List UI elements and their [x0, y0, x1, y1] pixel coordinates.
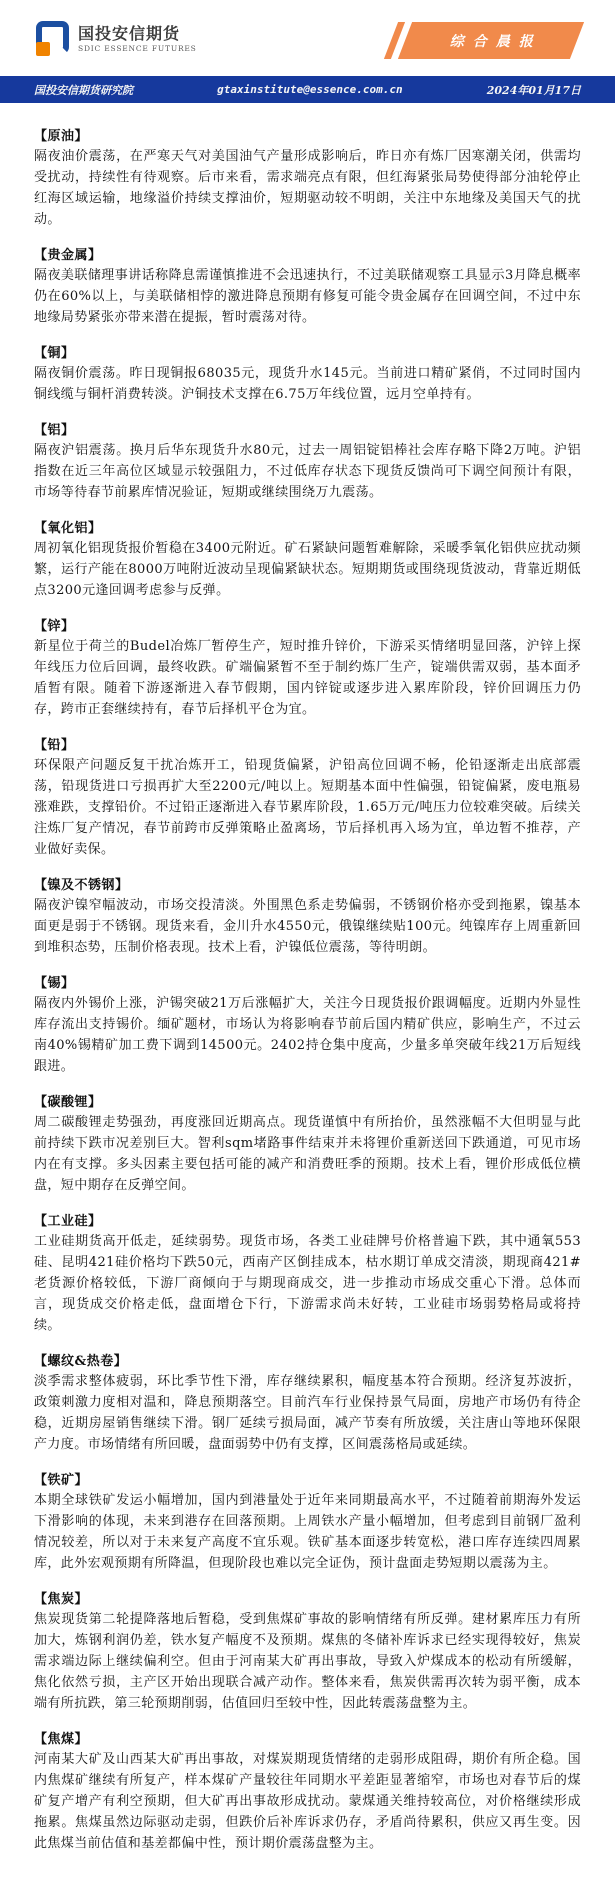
report-section: [34, 1588, 581, 1714]
section-title: 【锡】: [34, 976, 75, 991]
section-body: 隔夜美联储理事讲话称降息需谨慎推进不会迅速执行，不过美联储观察工具显示3月降息概率仍在60%以上，与美联储相悖的激进降息预期有修复可能令贵金属存在回调空间，不过中东地缘局势紧张亦带来潜在提振，暂时震荡对待。: [34, 268, 581, 325]
report-section: [34, 517, 581, 601]
section-title: 【铁矿】: [34, 1473, 89, 1488]
section-body: 周二碳酸锂走势强劲，再度涨回近期高点。现货谨慎中有所抬价，虽然涨幅不大但明显与此前持续下跌市况差别巨大。智利sqm堵路事件结束并未将锂价重新送回下跌通道，可见市场内在有支撑。多头因素主要包括可能的减产和消费旺季的预期。技术上看，锂价形成低位横盘，短中期存在反弹空间。: [34, 1115, 581, 1193]
section-title: 【贵金属】: [34, 248, 102, 263]
section-title: 【锌】: [34, 619, 75, 634]
section-title: 【焦煤】: [34, 1732, 89, 1747]
report-section: [34, 1091, 581, 1196]
section-title: 【氧化铝】: [34, 521, 102, 536]
section-title: 【螺纹&热卷】: [34, 1354, 128, 1369]
report-section: [34, 1469, 581, 1574]
section-body: 本期全球铁矿发运小幅增加，国内到港量处于近年来同期最高水平，不过随着前期海外发运下滑影响的体现，未来到港存在回落预期。上周铁水产量小幅增加，但考虑到目前钢厂盈利情况较差，所以对于未来复产高度不宜乐观。铁矿基本面逐步转宽松，港口库存连续四周累库，此外宏观预期有所降温，但现阶段也难以完全证伪，预计盘面走势短期以震荡为主。: [34, 1493, 581, 1571]
section-title: 【铜】: [34, 346, 75, 361]
report-section: [34, 1350, 581, 1455]
section-title: 【工业硅】: [34, 1214, 102, 1229]
section-body: 新星位于荷兰的Budel冶炼厂暂停生产，短时推升锌价，下游采买情绪明显回落，沪锌上探年线压力位后回调，最终收跌。矿端偏紧暂不至于制约炼厂生产，锭端供需双弱，基本面矛盾暂有限。随着下游逐渐进入春节假期，国内锌锭或逐步进入累库阶段，锌价回调压力仍存，跨市正套继续持有，春节后择机平仓为宜。: [34, 639, 581, 717]
section-body: 隔夜内外锡价上涨，沪锡突破21万后涨幅扩大，关注今日现货报价跟调幅度。近期内外显性库存流出支持锡价。缅矿题材，市场认为将影响春节前后国内精矿供应，影响生产，不过云南40%锡精矿加工费下调到14500元。2402持仓集中度高，少量多单突破年线21万后短线跟进。: [34, 996, 581, 1074]
report-section: [34, 1728, 581, 1854]
report-section: [34, 874, 581, 958]
research-institute-label: 国投安信期货研究院: [34, 83, 133, 97]
section-body: 隔夜铜价震荡。昨日现铜报68035元，现货升水145元。当前进口精矿紧俏，不过同时国内铜线缆与铜杆消费转淡。沪铜技术支撑在6.75万年线位置，远月空单持有。: [34, 366, 581, 402]
report-section: [34, 972, 581, 1077]
section-body: 隔夜沪铝震荡。换月后华东现货升水80元，过去一周铝锭铝棒社会库存略下降2万吨。沪铝指数在近三年高位区域显示较强阻力，不过低库存状态下现货反馈尚可下调空间预计有限，市场等待春节前累库情况验证，短期或继续围绕万九震荡。: [34, 443, 581, 500]
report-type-label: 综合晨报: [449, 33, 542, 49]
report-section: [34, 1210, 581, 1336]
report-section: [34, 342, 581, 405]
page-header: [0, 0, 615, 72]
company-name-block: [78, 25, 197, 52]
section-body: 河南某大矿及山西某大矿再出事故，对煤炭期现货情绪的走弱形成阻碍，期价有所企稳。国内焦煤矿继续有所复产，样本煤矿产量较往年同期水平差距显著缩窄，市场也对春节后的煤矿复产增产有利空预期，但大矿再出事故形成扰动。蒙煤通关维持较高位，对价格继续形成拖累。焦煤虽然边际驱动走弱，但跌价后补库诉求仍存，矛盾尚待累积，供应又再生变。因此焦煤当前估值和基差都偏中性，预计期价震荡盘整为主。: [34, 1752, 581, 1851]
report-section: [34, 244, 581, 328]
report-sections: [0, 103, 615, 1880]
contact-email: gtaxinstitute@essence.com.cn: [217, 83, 403, 96]
company-logo-icon: [34, 21, 70, 57]
company-logo: [34, 21, 197, 57]
info-bar: [0, 76, 615, 103]
section-body: 淡季需求整体疲弱，环比季节性下滑，库存继续累积，幅度基本符合预期。经济复苏波折，政策刺激力度相对温和，降息预期落空。目前汽车行业保持景气局面，房地产市场仍有待企稳，近期房屋销售继续下滑。钢厂延续亏损局面，减产节奏有所放缓，关注唐山等地环保限产力度。市场情绪有所回暖，盘面弱势中仍有支撑，区间震荡格局或延续。: [34, 1374, 581, 1452]
report-section: [34, 125, 581, 230]
section-title: 【原油】: [34, 129, 89, 144]
report-date: 2024年01月17日: [486, 83, 581, 97]
company-name-en: SDIC ESSENCE FUTURES: [78, 43, 197, 53]
section-title: 【焦炭】: [34, 1592, 89, 1607]
section-title: 【铅】: [34, 738, 75, 753]
company-name: 国投安信期货: [78, 24, 181, 44]
section-body: 焦炭现货第二轮提降落地后暂稳，受到焦煤矿事故的影响情绪有所反弹。建材累库压力有所加大，炼钢利润仍差，铁水复产幅度不及预期。煤焦的冬储补库诉求已经实现得较好，焦炭需求端边际上继续偏利空。但由于河南某大矿再出事故，导致入炉煤成本的松动有所缓解，焦化依然亏损，主产区开始出现联合减产动作。整体来看，焦炭供需再次转为弱平衡，成本端有所抗跌，第三轮预期削弱，估值回归至较中性，因此转震荡盘整为主。: [34, 1612, 581, 1711]
section-body: 工业硅期货高开低走，延续弱势。现货市场，各类工业硅牌号价格普遍下跌，其中通氧553硅、昆明421硅价格均下跌50元，西南产区倒挂成本，枯水期订单成交清淡，期现商421#老货源价格较低，下游厂商倾向于与期现商成交，进一步推动市场成交重心下滑。总体而言，现货成交价格走低，盘面增仓下行，下游需求尚未好转，工业硅市场弱势格局或将持续。: [34, 1234, 581, 1333]
report-type-banner: [398, 22, 584, 59]
report-section: [34, 419, 581, 503]
section-body: 环保限产问题反复干扰冶炼开工，铅现货偏紧，沪铅高位回调不畅，伦铅逐渐走出底部震荡，铅现货进口亏损再扩大至2200元/吨以上。短期基本面中性偏强，铅锭偏紧，废电瓶易涨难跌，支撑铅价。不过铅正逐渐进入春节累库阶段，1.65万元/吨压力位较难突破。后续关注炼厂复产情况，春节前跨市反弹策略止盈离场，节后择机再入场为宜，单边暂不推荐，产业做好卖保。: [34, 758, 581, 857]
report-section: [34, 615, 581, 720]
logo-orange-square-icon: [36, 42, 50, 56]
section-body: 隔夜油价震荡，在严寒天气对美国油气产量形成影响后，昨日亦有炼厂因寒潮关闭，供需均受扰动，持续性有待观察。后市来看，需求端亮点有限，但红海紧张局势使得部分油轮停止红海区域运输，地缘溢价持续支撑油价，短期驱动较不明朗，关注中东地缘及美国天气的扰动。: [34, 149, 581, 227]
section-body: 隔夜沪镍窄幅波动，市场交投清淡。外围黑色系走势偏弱，不锈钢价格亦受到拖累，镍基本面更是弱于不锈钢。现货来看，金川升水4550元，俄镍继续贴100元。纯镍库存上周重新回到堆积态势，压制价格表现。技术上看，沪镍低位震荡，等待明朗。: [34, 898, 581, 955]
section-title: 【镍及不锈钢】: [34, 878, 129, 893]
section-title: 【碳酸锂】: [34, 1095, 102, 1110]
section-body: 周初氧化铝现货报价暂稳在3400元附近。矿石紧缺问题暂难解除，采暖季氧化铝供应扰动频繁，运行产能在8000万吨附近波动呈现偏紧缺状态。短期期货或围绕现货波动，背靠近期低点3200元逢回调考虑参与反弹。: [34, 541, 581, 598]
report-section: [34, 734, 581, 860]
section-title: 【铝】: [34, 423, 75, 438]
